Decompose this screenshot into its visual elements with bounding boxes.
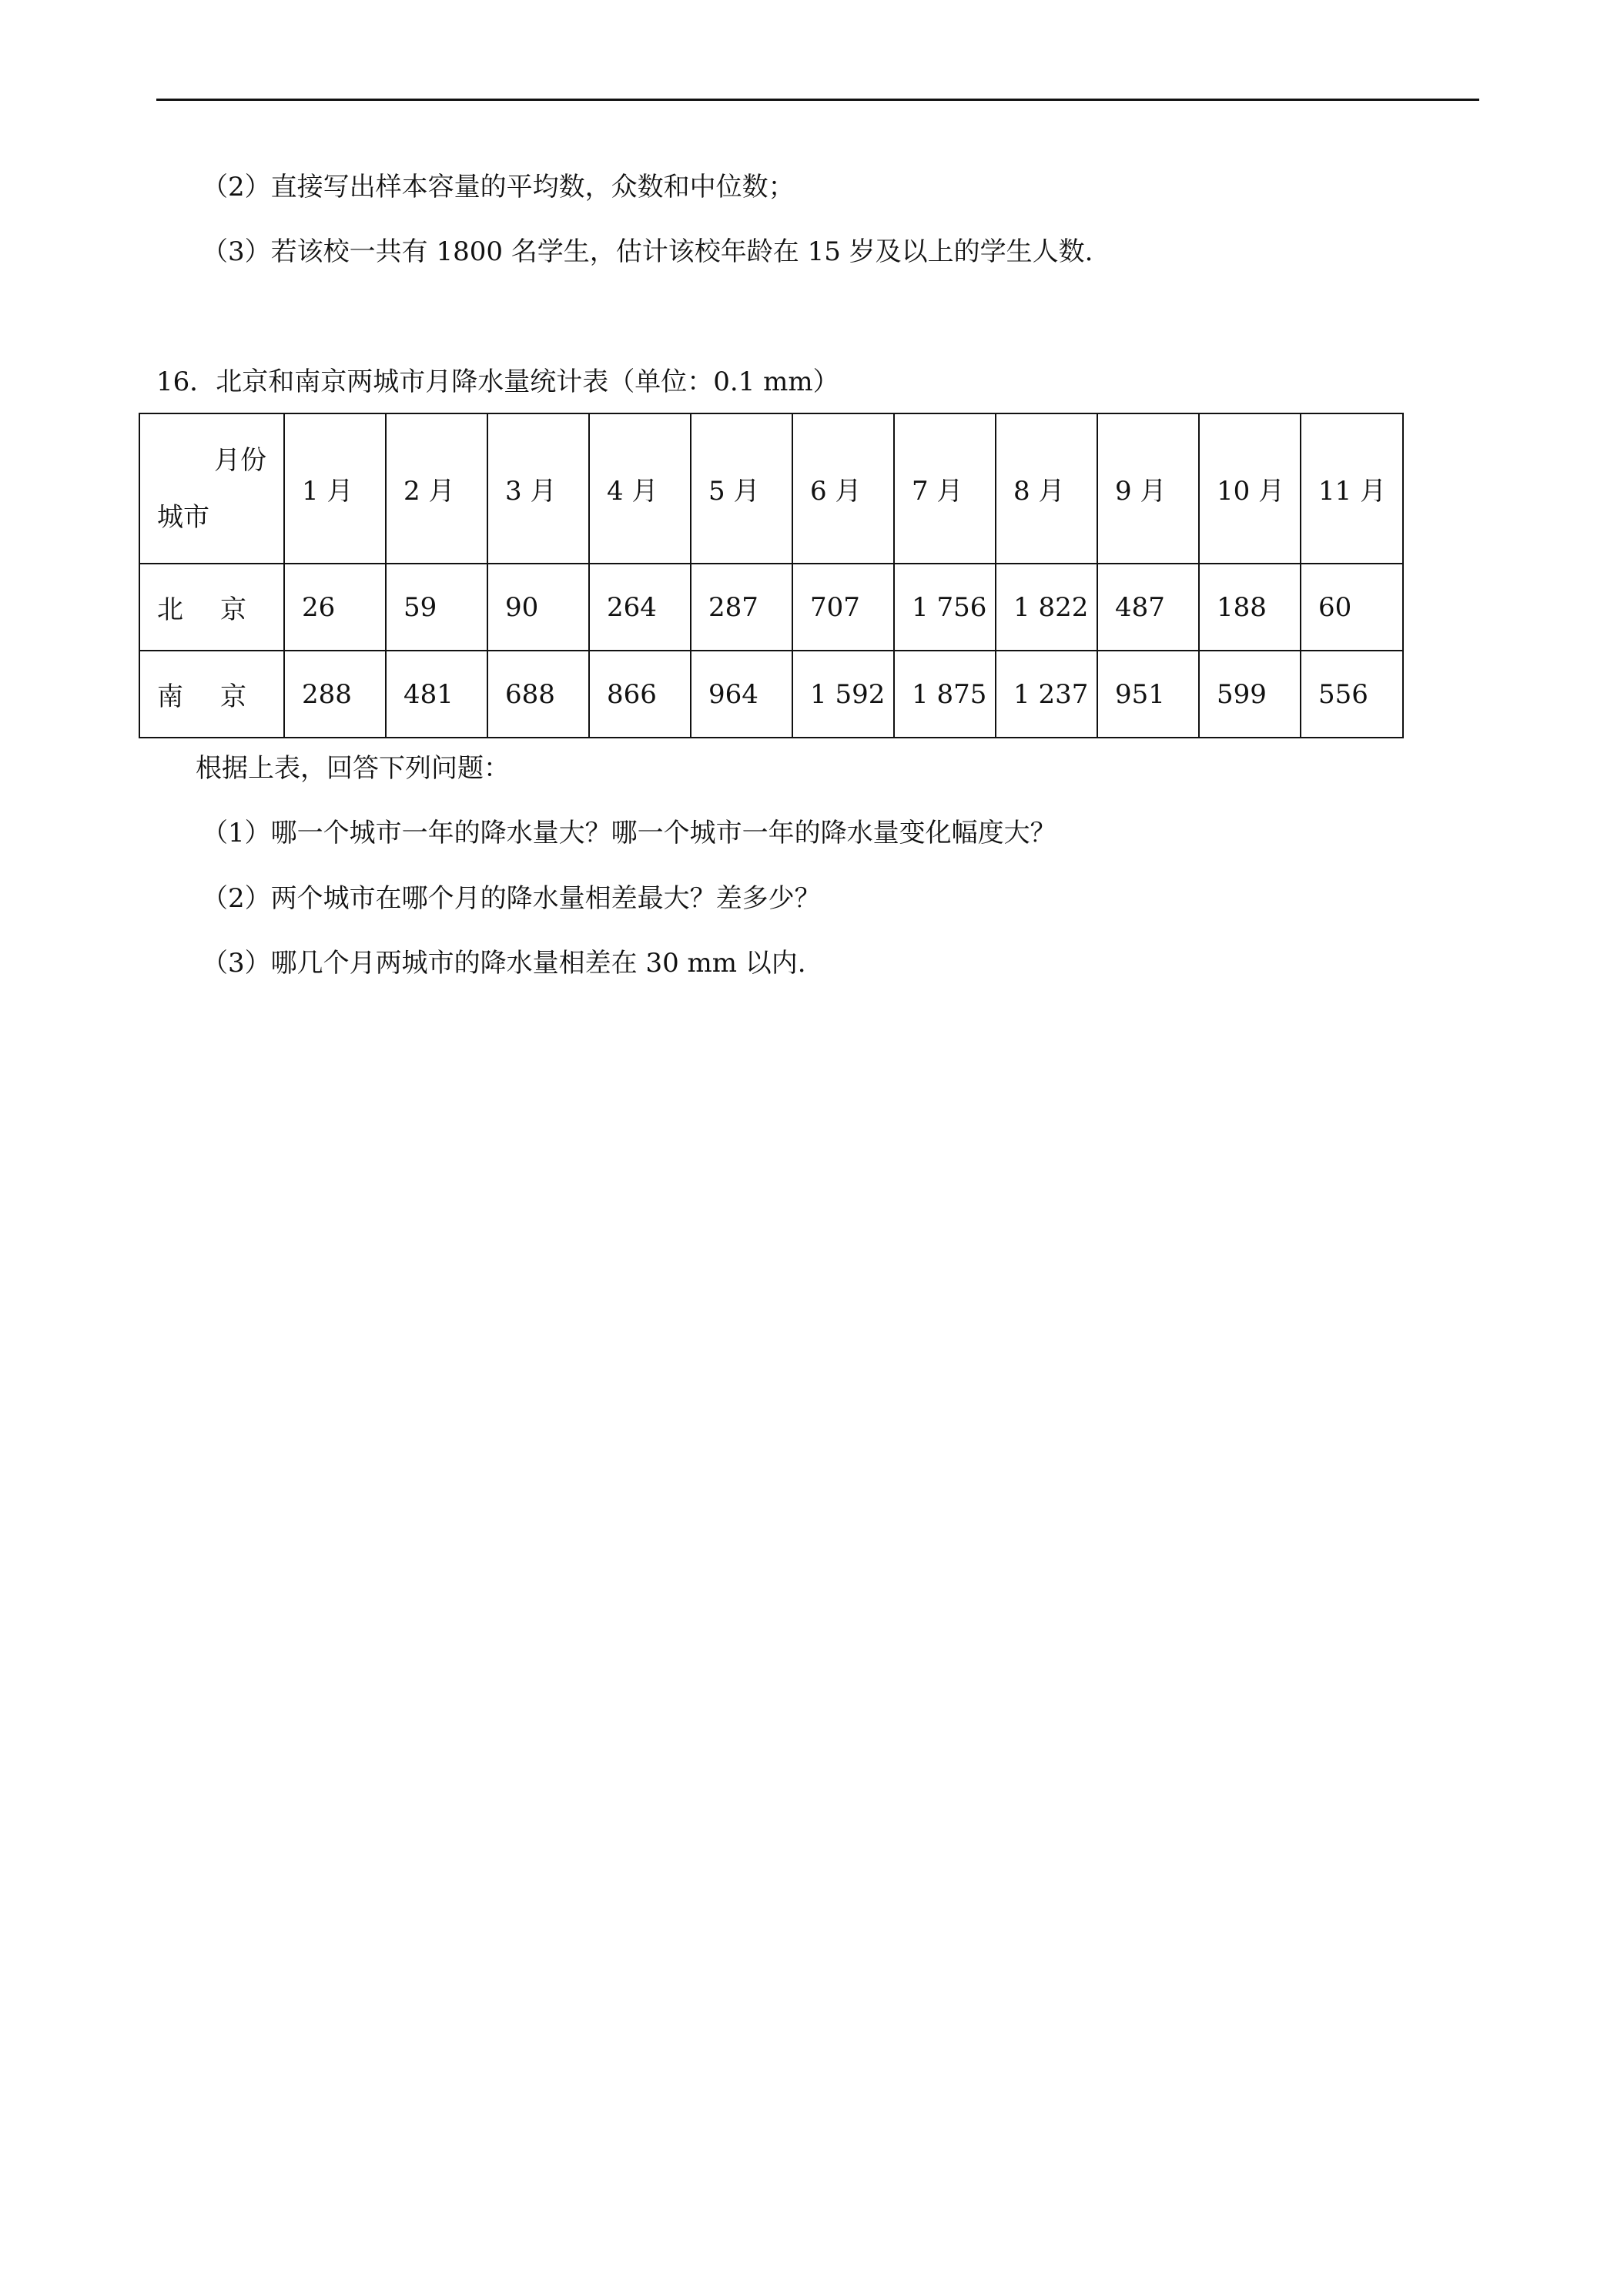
table-cell: 1 237 <box>996 651 1097 738</box>
month-header: 4 月 <box>589 413 691 564</box>
month-header: 8 月 <box>996 413 1097 564</box>
table-cell: 264 <box>589 564 691 651</box>
month-header: 6 月 <box>792 413 894 564</box>
table-cell: 1 875 <box>894 651 996 738</box>
corner-label-month: 月份 <box>214 445 266 476</box>
table-cell: 964 <box>691 651 792 738</box>
table-cell: 26 <box>284 564 386 651</box>
table-cell: 556 <box>1301 651 1403 738</box>
table-cell: 287 <box>691 564 792 651</box>
city-cell <box>139 564 284 651</box>
header-rule <box>156 99 1479 101</box>
table-row-beijing <box>139 564 1403 651</box>
table-header-row <box>139 413 1403 564</box>
month-header: 2 月 <box>386 413 487 564</box>
problem-16-intro: 根据上表，回答下列问题： <box>196 753 510 784</box>
table-cell: 288 <box>284 651 386 738</box>
problem-16-title: 16．北京和南京两城市月降水量统计表（单位：0.1 mm） <box>156 366 839 397</box>
table-cell: 951 <box>1097 651 1199 738</box>
city-name: 北京 <box>157 594 283 625</box>
table-cell: 1 756 <box>894 564 996 651</box>
table-row-nanjing <box>139 651 1403 738</box>
month-header: 7 月 <box>894 413 996 564</box>
problem-16-question-3: （3）哪几个月两城市的降水量相差在 30 mm 以内. <box>202 948 806 979</box>
month-header: 11 月 <box>1301 413 1403 564</box>
table-cell: 59 <box>386 564 487 651</box>
table-cell: 487 <box>1097 564 1199 651</box>
table-cell: 866 <box>589 651 691 738</box>
question-2-text: （2）直接写出样本容量的平均数，众数和中位数； <box>202 172 795 202</box>
city-cell <box>139 651 284 738</box>
table-cell: 599 <box>1199 651 1301 738</box>
month-header: 10 月 <box>1199 413 1301 564</box>
problem-16-question-1: （1）哪一个城市一年的降水量大？哪一个城市一年的降水量变化幅度大？ <box>202 818 1056 848</box>
month-header: 9 月 <box>1097 413 1199 564</box>
table-cell: 688 <box>487 651 589 738</box>
question-3-text: （3）若该校一共有 1800 名学生，估计该校年龄在 15 岁及以上的学生人数. <box>202 236 1093 267</box>
month-header: 3 月 <box>487 413 589 564</box>
table-cell: 1 822 <box>996 564 1097 651</box>
problem-16-question-2: （2）两个城市在哪个月的降水量相差最大？差多少？ <box>202 883 821 914</box>
month-header: 1 月 <box>284 413 386 564</box>
rainfall-table <box>139 413 1404 738</box>
table-cell: 60 <box>1301 564 1403 651</box>
table-cell: 481 <box>386 651 487 738</box>
table-cell: 188 <box>1199 564 1301 651</box>
city-name: 南京 <box>157 681 283 712</box>
table-cell: 90 <box>487 564 589 651</box>
table-cell: 1 592 <box>792 651 894 738</box>
month-header: 5 月 <box>691 413 792 564</box>
table-cell: 707 <box>792 564 894 651</box>
corner-label-city: 城市 <box>157 502 209 533</box>
table-corner-cell <box>139 413 284 564</box>
